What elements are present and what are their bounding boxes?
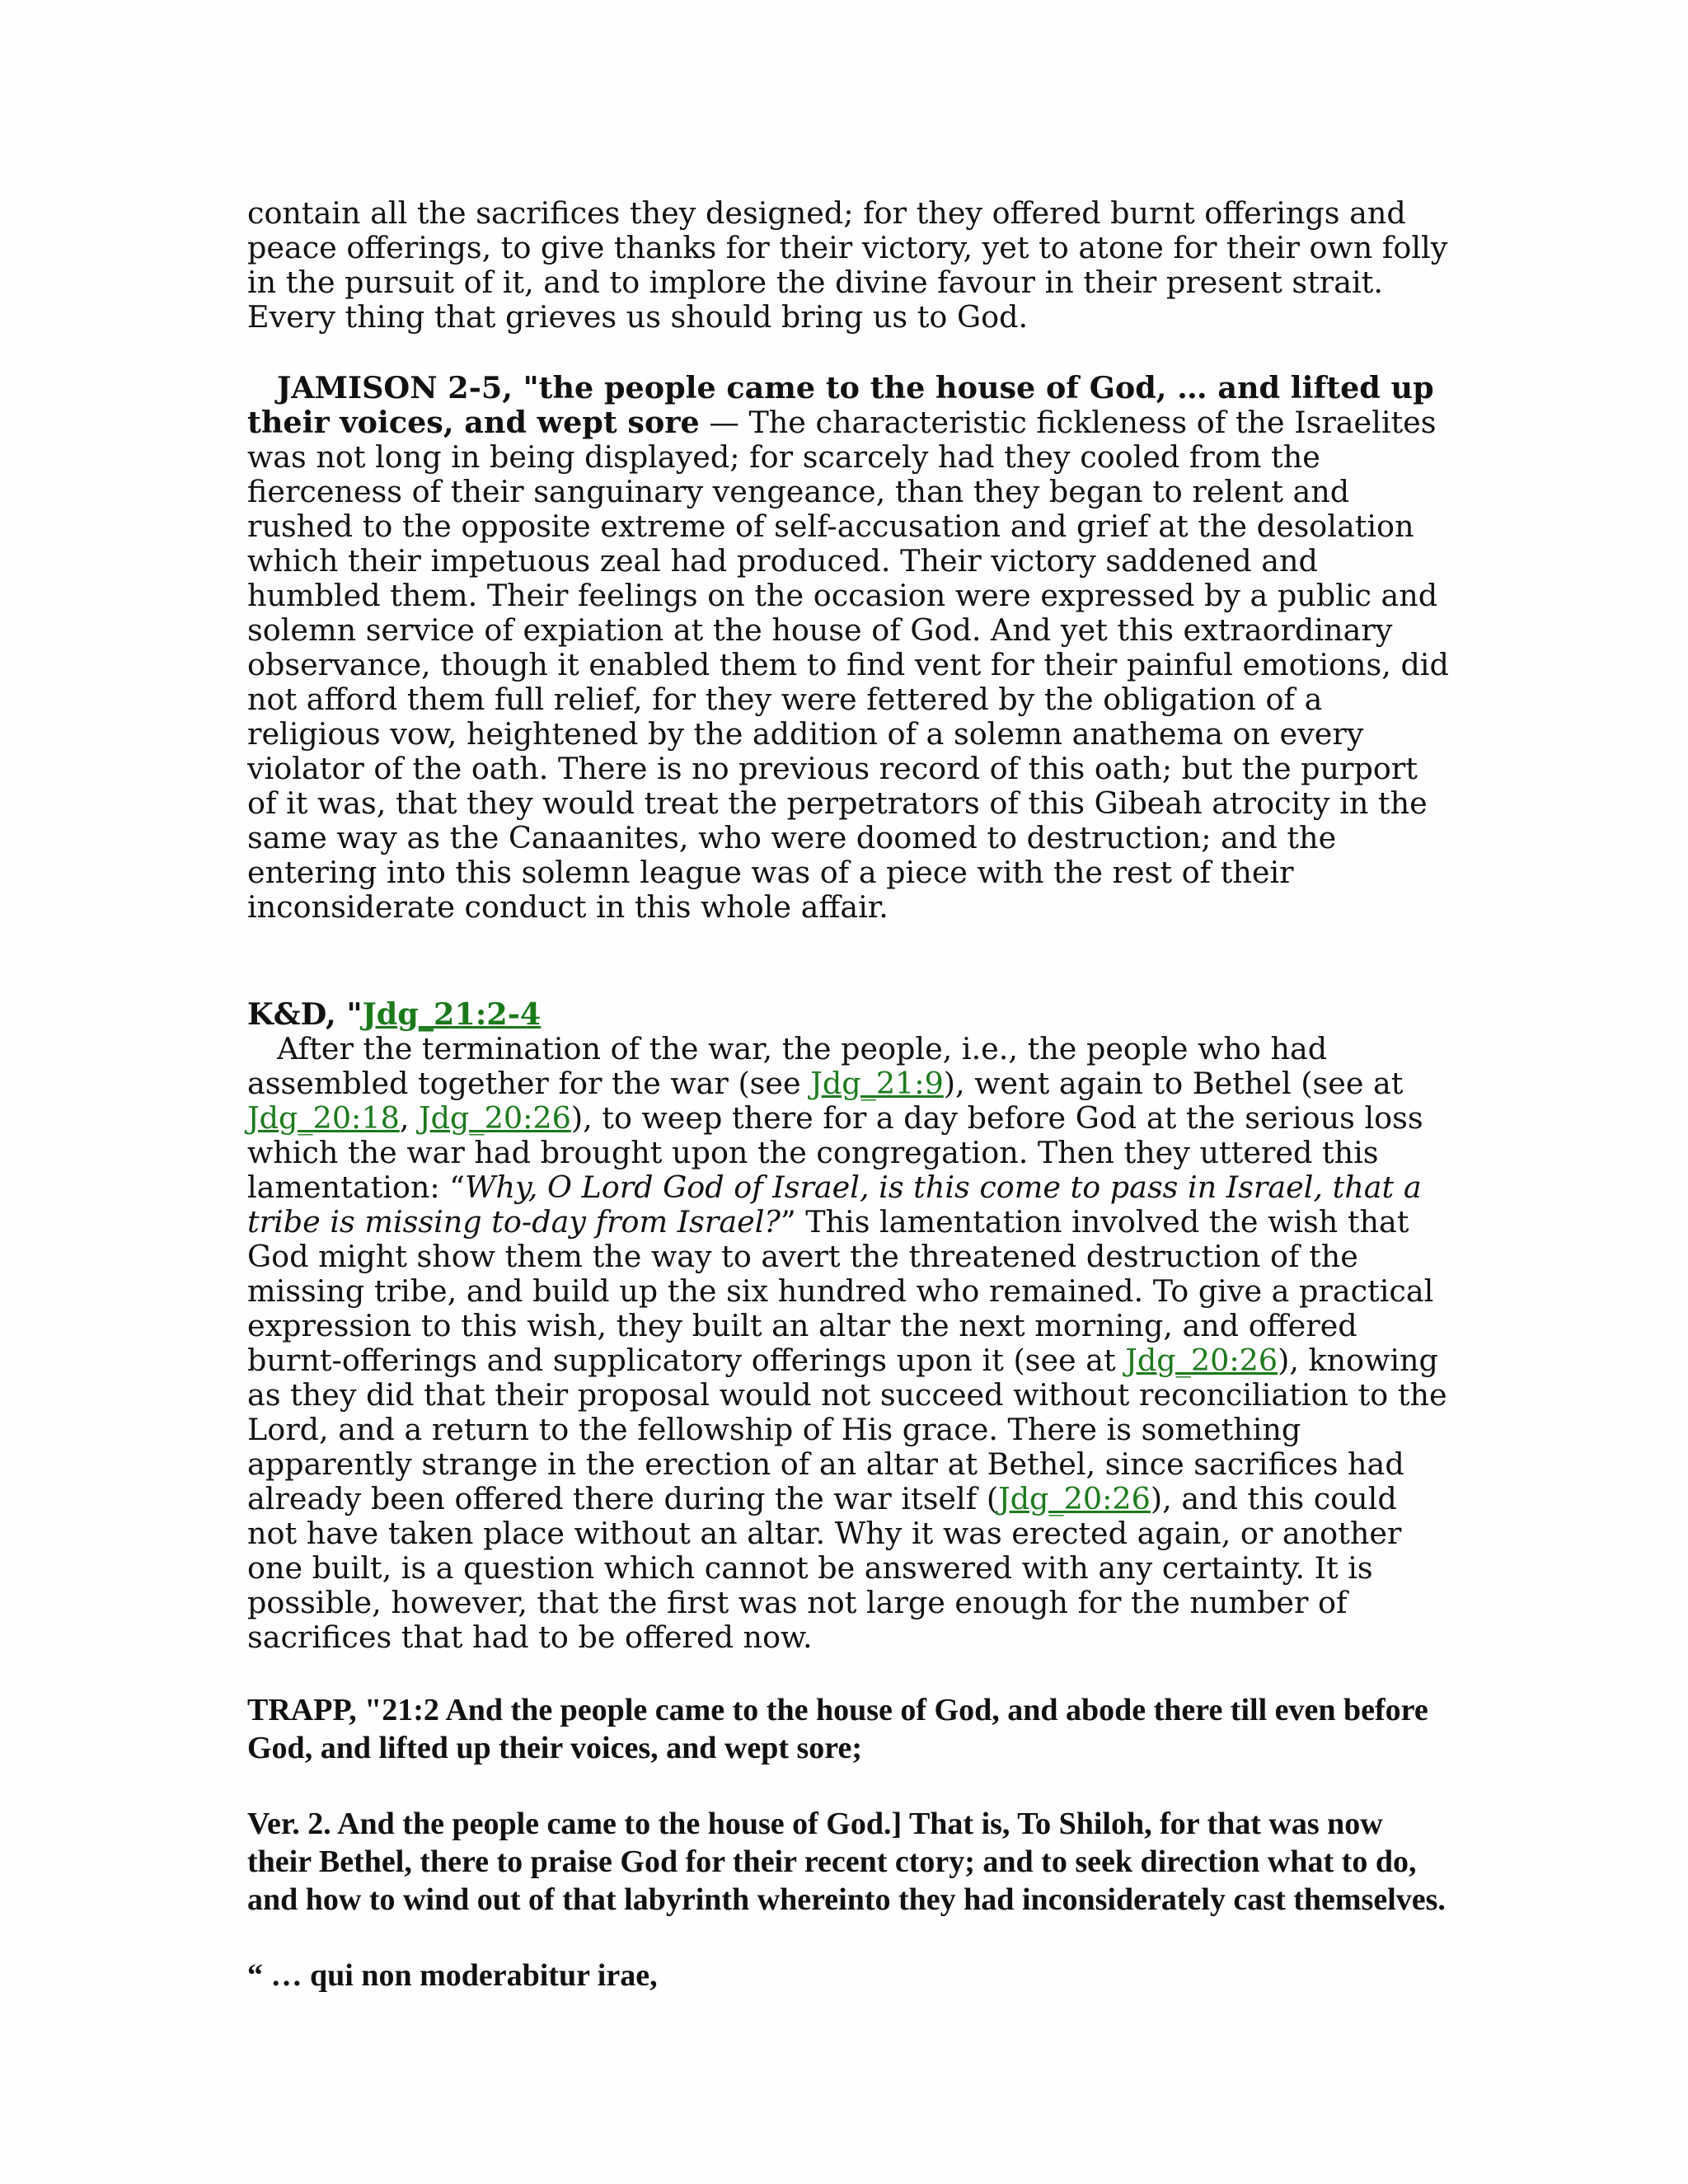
trapp-verse-note: Ver. 2. And the people came to the house of God.] That is, To Shiloh, for that was now their Bethel, there to praise God for their recent ctory; and to seek direction what to do, and how to wind out of that labyrinth whereinto they had inconsiderately cast themselves. bbox=[247, 1807, 1446, 1917]
paragraph-kd bbox=[247, 1032, 1451, 1655]
ref-link[interactable]: Jdg_20:26 bbox=[419, 1100, 571, 1136]
kd-label: K&D, " bbox=[247, 996, 363, 1032]
ref-link[interactable]: Jdg_21:9 bbox=[810, 1066, 944, 1101]
paragraph-jamison bbox=[247, 371, 1451, 925]
kd-text: ), to weep there for a day before God at the serious loss which the war had brought upon the congregation. Then they uttered this lamentation: “ bbox=[247, 1100, 1423, 1205]
kd-text: , bbox=[399, 1100, 420, 1136]
ref-link[interactable]: Jdg_20:26 bbox=[998, 1481, 1151, 1516]
kd-quote: Why, O Lord God of Israel, is this come to pass in Israel, that a tribe is missing to-day from Israel? bbox=[247, 1169, 1422, 1240]
document-page bbox=[247, 196, 1451, 2032]
ref-link[interactable]: Jdg_20:26 bbox=[1125, 1343, 1278, 1378]
jamison-heading: JAMISON 2-5, "the people came to the house of God, … and lifted up their voices, and wept sore bbox=[247, 370, 1434, 440]
kd-heading bbox=[247, 997, 1451, 1032]
ref-link[interactable]: Jdg_20:18 bbox=[247, 1100, 400, 1136]
trapp-heading: TRAPP, "21:2 And the people came to the house of God, and abode there till even before God, and lifted up their voices, and wept sore; bbox=[247, 1693, 1428, 1765]
kd-text: ” This lamentation involved the wish that God might show them the way to avert the threatened destruction of the missing tribe, and build up the six hundred who remained. To give a practical expression to this wish, they built an altar the next morning, and offered burnt-offerings and supplicatory offerings upon it (see at bbox=[247, 1204, 1434, 1378]
kd-text: ), knowing as they did that their proposal would not succeed without reconciliation to the Lord, and a return to the fellowship of His grace. There is something apparently strange in the erection of an altar at Bethel, since sacrifices had already been offered there during the war itself ( bbox=[247, 1343, 1447, 1516]
paragraph-henry-end: contain all the sacrifices they designed; for they offered burnt offerings and peace offerings, to give thanks for their victory, yet to atone for their own folly in the pursuit of it, and to implore the divine favour in their present strait. Every thing that grieves us should bring us to God. bbox=[247, 195, 1448, 335]
kd-text: ), and this could not have taken place without an altar. Why it was erected again, or another one built, is a question which cannot be answered with any certainty. It is possible, however, that the first was not large enough for the number of sacrifices that had to be offered now. bbox=[247, 1481, 1402, 1655]
kd-heading-link[interactable]: Jdg_21:2-4 bbox=[362, 996, 542, 1032]
kd-text: After the termination of the war, the people, i.e., the people who had assembled together for the war (see bbox=[247, 1031, 1328, 1101]
kd-text: ), went again to Bethel (see at bbox=[943, 1066, 1404, 1101]
trapp-quote: “ … qui non moderabitur irae, bbox=[247, 1958, 658, 1993]
jamison-body: — The characteristic fickleness of the Israelites was not long in being displayed; for scarcely had they cooled from the fierceness of their sanguinary vengeance, than they began to relent and rushed to the opposite extreme of self-accusation and grief at the desolation which their impetuous zeal had produced. Their victory saddened and humbled them. Their feelings on the occasion were expressed by a public and solemn service of expiation at the house of God. And yet this extraordinary observance, though it enabled them to find vent for their painful emotions, did not afford them full relief, for they were fettered by the obligation of a religious vow, heightened by the addition of a solemn anathema on every violator of the oath. There is no previous record of this oath; but the purport of it was, that they would treat the perpetrators of this Gibeah atrocity in the same way as the Canaanites, who were doomed to destruction; and the entering into this solemn league was of a piece with the rest of their inconsiderate conduct in this whole affair. bbox=[247, 405, 1449, 925]
